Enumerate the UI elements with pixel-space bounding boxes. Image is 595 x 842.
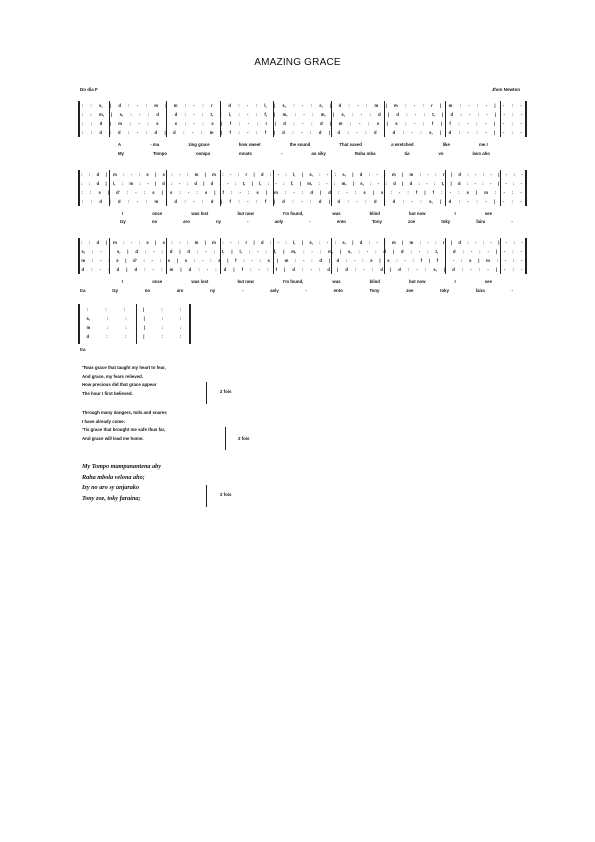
verse-line: 'Twas grace that taught my heart to fear, (82, 365, 166, 370)
verse-line: Izy no aro sy anjarako (82, 484, 140, 492)
tenor-row: m : - : s | d' : - : s | s : - : s | f : - : s | m : - : d | d : - : s | s : - : f | f : - : s | m : - : - (81, 258, 523, 263)
lyric-line: A - ma zing grace how sweet the sound That saved a wretched like me.! (118, 142, 488, 147)
music-system-2 (78, 170, 526, 206)
repeat-label: 2 fois (220, 492, 232, 497)
lyric-line: I once was lost but now I'm found, was blind but now I see (122, 211, 492, 216)
repeat-bracket (225, 427, 226, 450)
bass-row: : : d | d : - : d | d : - : m | f : - : f | d : - : d | d : - : d | d : - : s, | d : - : - | - : - (81, 130, 522, 135)
lyric-line: I once was lost but now I'm found, was blind but now I see (122, 279, 492, 284)
alto-row: s, : - : s, | d : - : d | d : - : t, | l, : - : f, | m, : - : m, | s, : - : d | d : - : t, | d : - : - | - : - (81, 249, 522, 254)
repeat-label: 2 fois (238, 436, 250, 441)
lyric-line: tra Izy no aro ny - aoly - ento Tony zoe toky faira - (80, 288, 513, 293)
bass-row: d : : | : : (86, 334, 182, 339)
verse-line: Through many dangers, toils and snares (82, 410, 167, 415)
verse-line: I have already come. (82, 418, 125, 424)
tenor-row: : : d | m : - : s | s : - : s | f : - : r | d : - : d | m : - : s | s : - : f | f : - : - | - : - (81, 121, 522, 126)
tenor-row: m : : | : : (86, 325, 182, 330)
bass-row: : : d | d : - : m | d : - : d | f : - : f | d : - : d | d : - : d | d : - : s, | d : - : - | - : - (81, 199, 522, 204)
alto-row: s, : : | : : (86, 316, 182, 321)
lyric-line: Izy no aro ny - aoly - ento Tony zoe toky faira - (120, 219, 513, 224)
repeat-label: 2 fois (220, 389, 232, 394)
repeat-bracket (206, 485, 207, 507)
alto-row: : : m, | s, : - : d | d : - : t, | l, : - : f, | m, : - : m, | s, : - : d | d : - : t, | d : - : - | - : - (81, 112, 523, 117)
alto-row: : : d | l, : m : - | d : - : d | d : - : t, | l, : - : f, | m, : - : m, | s, : - : d | d : - : t, | d : - : - | - : - (81, 181, 523, 186)
stanza-2 (82, 409, 167, 443)
soprano-row: : : s, | d : - : m | m : - : r | d : - : l, | s, : - : s, | d : - : m | m : - : r | m : - : - | - : - (81, 103, 522, 108)
verse-line: My Tompo mampanantena aby (82, 463, 162, 470)
repeat-bracket (206, 382, 207, 404)
verse-line: Tony zoe, toky faraina; (82, 494, 141, 502)
key-signature: Do dia F (80, 87, 98, 92)
music-system-3 (78, 238, 526, 274)
tenor-row: : : s | d' : - : s | s : - : s | f : - : s | m : - : d | d : - : s | s : - : f | f : - : s | m : - : - (81, 190, 522, 195)
stanza-1 (82, 364, 166, 398)
page-title: AMAZING GRACE (254, 57, 341, 68)
verse-line: And grace, my fears relieved. (82, 373, 144, 379)
soprano-row: : : d | m : - : s | s : - : m | m : - : r | d : - : l, | s, : - : s, | d : - : m | m : - : r | d : - : - | - : - (81, 240, 523, 245)
bass-row: d : - : d | d : - : m | d : - : d | f : - : f | d : - : d | d : - : d | d : - : s, | d : - : - | - : - (81, 267, 523, 272)
author: Jhon Newton (491, 87, 520, 92)
verse-line: 'Tis grace that brought me safe thus far, (82, 427, 166, 433)
verse-line: The hour I first believed. (82, 390, 133, 396)
coda-lyric: tra (80, 347, 86, 352)
verse-line: How precious did that grace appear (82, 382, 157, 388)
soprano-row: : : : | : : (86, 307, 182, 312)
music-coda (78, 304, 190, 344)
verse-line: And grace will lead me home. (82, 435, 144, 441)
music-system-1 (78, 101, 526, 137)
lyric-line: My Tompo oompa mnato - ao siky Raha mba tia vo lavo aho (118, 151, 490, 156)
soprano-row: : : d | m : - : s | s : - : m | m : - : r | d : - : l, | s, : - : s, | d : - : m | m : - : r | d : - : - | - : - (81, 172, 523, 177)
verse-line: Raha mbola velona aho; (82, 473, 145, 481)
stanza-3 (82, 462, 161, 504)
